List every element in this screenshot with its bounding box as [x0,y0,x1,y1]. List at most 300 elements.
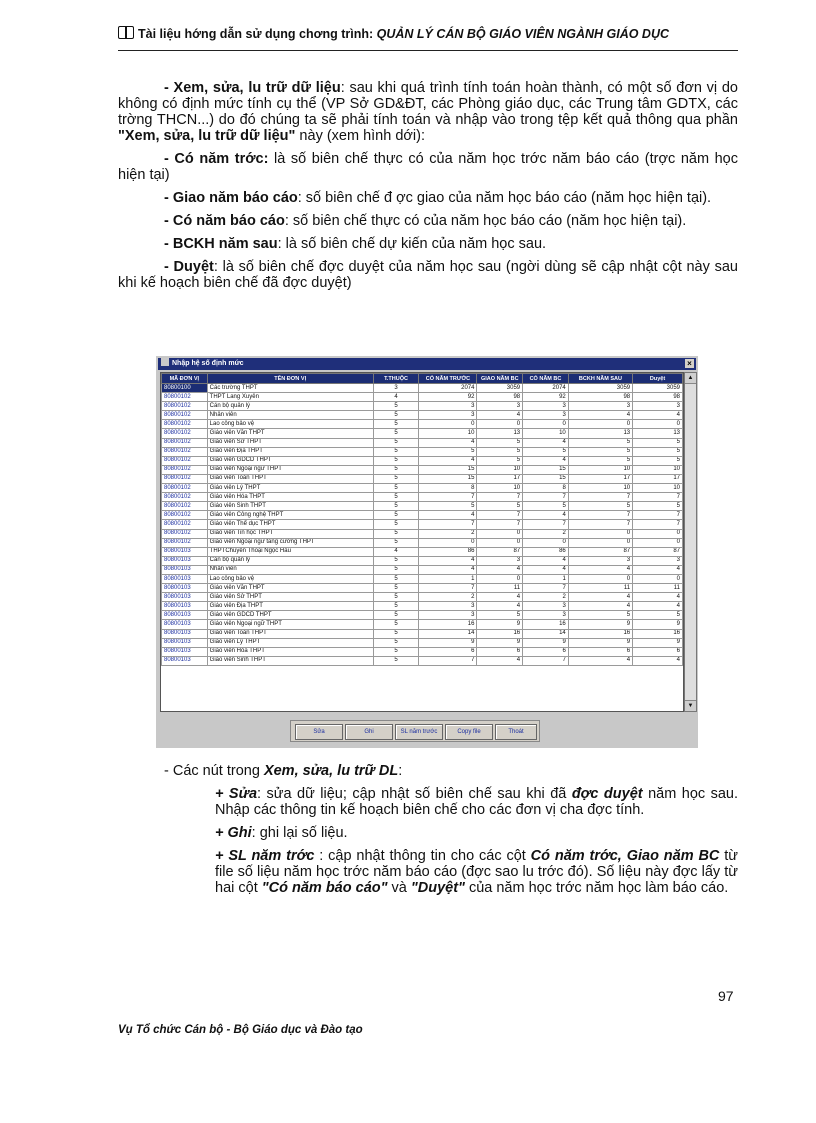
value-cell[interactable]: 1 [419,574,477,583]
value-cell[interactable]: 9 [477,620,523,629]
value-cell[interactable]: 17 [477,474,523,483]
value-cell[interactable]: 7 [568,493,632,502]
unit-name-cell[interactable]: Giáo viên Công nghệ THPT [207,511,373,520]
unit-name-cell[interactable]: Giáo viên Hóa THPT [207,493,373,502]
unit-code-cell[interactable]: 80800103 [162,629,208,638]
value-cell[interactable]: 9 [477,638,523,647]
value-cell[interactable]: 1 [523,574,569,583]
value-cell[interactable]: 5 [373,538,419,547]
value-cell[interactable]: 4 [568,411,632,420]
value-cell[interactable]: 15 [419,474,477,483]
value-cell[interactable]: 4 [523,511,569,520]
value-cell[interactable]: 5 [477,502,523,511]
value-cell[interactable]: 4 [373,547,419,556]
value-cell[interactable]: 9 [419,638,477,647]
value-cell[interactable]: 3 [523,602,569,611]
value-cell[interactable]: 11 [477,584,523,593]
value-cell[interactable]: 4 [523,556,569,565]
value-cell[interactable]: 5 [633,502,683,511]
unit-code-cell[interactable]: 80800103 [162,638,208,647]
value-cell[interactable]: 4 [419,556,477,565]
scroll-down-arrow-icon[interactable]: ▼ [685,700,696,711]
value-cell[interactable]: 3 [419,611,477,620]
value-cell[interactable]: 4 [477,411,523,420]
table-row[interactable] [162,565,683,574]
value-cell[interactable]: 5 [373,529,419,538]
vertical-scrollbar[interactable] [684,372,697,712]
value-cell[interactable]: 3 [633,556,683,565]
value-cell[interactable]: 4 [477,593,523,602]
value-cell[interactable]: 2 [523,529,569,538]
value-cell[interactable]: 3 [568,556,632,565]
unit-code-cell[interactable]: 80800103 [162,656,208,665]
unit-name-cell[interactable]: Giáo viên Địa THPT [207,447,373,456]
value-cell[interactable]: 14 [523,629,569,638]
unit-name-cell[interactable]: Giáo viên Tin học THPT [207,529,373,538]
unit-name-cell[interactable]: Nhân viên [207,411,373,420]
value-cell[interactable]: 3 [633,402,683,411]
value-cell[interactable]: 87 [568,547,632,556]
unit-name-cell[interactable]: Giáo viên Sử THPT [207,438,373,447]
value-cell[interactable]: 0 [633,538,683,547]
unit-code-cell[interactable]: 80800102 [162,429,208,438]
value-cell[interactable]: 4 [633,602,683,611]
value-cell[interactable]: 6 [633,647,683,656]
value-cell[interactable]: 5 [373,402,419,411]
unit-name-cell[interactable]: Giáo viên Văn THPT [207,584,373,593]
value-cell[interactable]: 4 [523,438,569,447]
unit-name-cell[interactable]: Giáo viên Địa THPT [207,602,373,611]
value-cell[interactable]: 0 [477,538,523,547]
table-row[interactable] [162,638,683,647]
unit-code-cell[interactable]: 80800102 [162,484,208,493]
value-cell[interactable]: 6 [523,647,569,656]
table-row[interactable] [162,529,683,538]
value-cell[interactable]: 2074 [419,384,477,393]
unit-name-cell[interactable]: Giáo viên Ngoại ngữ tăng cường THPT [207,538,373,547]
unit-name-cell[interactable]: Giáo viên Toán THPT [207,629,373,638]
value-cell[interactable]: 9 [568,620,632,629]
unit-name-cell[interactable]: Giáo viên Lý THPT [207,484,373,493]
value-cell[interactable]: 13 [477,429,523,438]
value-cell[interactable]: 5 [373,511,419,520]
value-cell[interactable]: 5 [568,438,632,447]
value-cell[interactable]: 16 [419,620,477,629]
unit-name-cell[interactable]: Giáo viên GDCD THPT [207,456,373,465]
value-cell[interactable]: 5 [373,447,419,456]
unit-code-cell[interactable]: 80800103 [162,565,208,574]
table-row[interactable] [162,402,683,411]
value-cell[interactable]: 13 [568,429,632,438]
value-cell[interactable]: 5 [477,447,523,456]
unit-name-cell[interactable]: Giáo viên Sinh THPT [207,502,373,511]
value-cell[interactable]: 0 [477,574,523,583]
unit-code-cell[interactable]: 80800102 [162,520,208,529]
value-cell[interactable]: 3 [419,411,477,420]
unit-code-cell[interactable]: 80800100 [162,384,208,393]
value-cell[interactable]: 0 [633,420,683,429]
unit-code-cell[interactable]: 80800102 [162,493,208,502]
field-text: : số biên chế đ ợc giao của năm học báo cáo (năm học hiện tại). [297,190,712,206]
table-row[interactable] [162,429,683,438]
value-cell[interactable]: 5 [633,438,683,447]
value-cell[interactable]: 5 [419,447,477,456]
sl-nam-truoc-desc [215,848,738,896]
table-row[interactable] [162,538,683,547]
value-cell[interactable]: 11 [568,584,632,593]
value-cell[interactable]: 4 [477,602,523,611]
value-cell[interactable]: 15 [419,465,477,474]
table-row[interactable] [162,411,683,420]
ghi-button[interactable]: Ghi [345,724,393,740]
value-cell[interactable]: 16 [633,629,683,638]
value-cell[interactable]: 3059 [568,384,632,393]
table-row[interactable] [162,611,683,620]
unit-code-cell[interactable]: 80800102 [162,502,208,511]
value-cell[interactable]: 5 [568,456,632,465]
value-cell[interactable]: 2 [419,529,477,538]
value-cell[interactable]: 3 [523,402,569,411]
value-cell[interactable]: 7 [419,493,477,502]
table-row[interactable] [162,420,683,429]
value-cell[interactable]: 0 [477,420,523,429]
value-cell[interactable]: 4 [477,565,523,574]
unit-code-cell[interactable]: 80800103 [162,574,208,583]
value-cell[interactable]: 5 [373,484,419,493]
value-cell[interactable]: 0 [633,529,683,538]
value-cell[interactable]: 5 [373,602,419,611]
value-cell[interactable]: 5 [373,429,419,438]
value-cell[interactable]: 5 [633,447,683,456]
value-cell[interactable]: 5 [373,420,419,429]
sl-nam-truoc-button[interactable]: SL năm trước [395,724,443,740]
close-button[interactable]: × [685,359,694,368]
value-cell[interactable]: 7 [633,511,683,520]
value-cell[interactable]: 5 [373,647,419,656]
value-cell[interactable]: 2 [419,593,477,602]
value-cell[interactable]: 11 [633,584,683,593]
value-cell[interactable]: 5 [568,611,632,620]
value-cell[interactable]: 4 [633,411,683,420]
value-cell[interactable]: 4 [419,511,477,520]
table-row[interactable] [162,393,683,402]
value-cell[interactable]: 5 [373,638,419,647]
unit-name-cell[interactable]: Cán bộ quản lý [207,402,373,411]
value-cell[interactable]: 9 [568,638,632,647]
item-label: + SL năm trớc [215,848,315,864]
sua-button[interactable]: Sửa [295,724,343,740]
table-row[interactable] [162,456,683,465]
unit-code-cell[interactable]: 80800102 [162,511,208,520]
value-cell[interactable]: 5 [419,502,477,511]
unit-name-cell[interactable]: THPT Lang Xuyên [207,393,373,402]
table-row[interactable] [162,602,683,611]
value-cell[interactable]: 0 [568,574,632,583]
value-cell[interactable]: 14 [419,629,477,638]
value-cell[interactable]: 0 [568,538,632,547]
value-cell[interactable]: 2074 [523,384,569,393]
value-cell[interactable]: 7 [523,493,569,502]
value-cell[interactable]: 5 [373,474,419,483]
copy-file-button[interactable]: Copy file [445,724,493,740]
value-cell[interactable]: 7 [523,584,569,593]
value-cell[interactable]: 5 [373,584,419,593]
value-cell[interactable]: 3 [419,602,477,611]
value-cell[interactable]: 5 [373,438,419,447]
value-cell[interactable]: 6 [568,647,632,656]
unit-name-cell[interactable]: Nhân viên [207,565,373,574]
table-row[interactable] [162,520,683,529]
value-cell[interactable]: 17 [633,474,683,483]
value-cell[interactable]: 9 [633,620,683,629]
value-cell[interactable]: 16 [477,629,523,638]
value-cell[interactable]: 87 [633,547,683,556]
table-row[interactable] [162,384,683,393]
unit-code-cell[interactable]: 80800102 [162,529,208,538]
unit-code-cell[interactable]: 80800103 [162,556,208,565]
value-cell[interactable]: 5 [373,565,419,574]
item-and: và [387,880,411,896]
unit-name-cell[interactable]: Các trường THPT [207,384,373,393]
table-row[interactable] [162,493,683,502]
value-cell[interactable]: 5 [568,447,632,456]
value-cell[interactable]: 5 [477,456,523,465]
unit-name-cell[interactable]: Lao công bảo vệ [207,420,373,429]
value-cell[interactable]: 5 [373,611,419,620]
value-cell[interactable]: 3059 [477,384,523,393]
unit-code-cell[interactable]: 80800102 [162,438,208,447]
value-cell[interactable]: 4 [568,593,632,602]
value-cell[interactable]: 5 [523,502,569,511]
table-row[interactable] [162,484,683,493]
unit-name-cell[interactable]: Cán bộ quản lý [207,556,373,565]
unit-name-cell[interactable]: Giáo viên Ngoại ngữ THPT [207,465,373,474]
unit-code-cell[interactable]: 80800102 [162,474,208,483]
value-cell[interactable]: 5 [373,656,419,665]
unit-name-cell[interactable]: Giáo viên Sinh THPT [207,656,373,665]
table-row[interactable] [162,629,683,638]
value-cell[interactable]: 86 [419,547,477,556]
value-cell[interactable]: 10 [633,465,683,474]
table-row[interactable] [162,447,683,456]
value-cell[interactable]: 7 [523,656,569,665]
value-cell[interactable]: 6 [477,647,523,656]
column-header: T.THUỘC [373,374,419,384]
buttons-lead [164,763,738,779]
value-cell[interactable]: 13 [633,429,683,438]
value-cell[interactable]: 3 [523,411,569,420]
value-cell[interactable]: 7 [568,520,632,529]
unit-name-cell[interactable]: Giáo viên Lý THPT [207,638,373,647]
table-row[interactable] [162,656,683,665]
value-cell[interactable]: 7 [419,584,477,593]
value-cell[interactable]: 16 [568,629,632,638]
unit-code-cell[interactable]: 80800102 [162,393,208,402]
value-cell[interactable]: 10 [477,465,523,474]
unit-code-cell[interactable]: 80800102 [162,538,208,547]
item-end: của năm học trớc năm học làm báo cáo. [464,880,729,896]
value-cell[interactable]: 87 [477,547,523,556]
value-cell[interactable]: 16 [523,620,569,629]
value-cell[interactable]: 0 [419,538,477,547]
value-cell[interactable]: 2 [523,593,569,602]
table-row[interactable] [162,511,683,520]
value-cell[interactable]: 3 [477,556,523,565]
unit-code-cell[interactable]: 80800103 [162,547,208,556]
thoat-button[interactable]: Thoát [495,724,537,740]
unit-name-cell[interactable]: Giáo viên Thể dục THPT [207,520,373,529]
value-cell[interactable]: 4 [419,565,477,574]
value-cell[interactable]: 5 [633,611,683,620]
unit-name-cell[interactable]: THPTChuyên Thoại Ngọc Hầu [207,547,373,556]
value-cell[interactable]: 3 [419,402,477,411]
scroll-up-arrow-icon[interactable]: ▲ [685,373,696,384]
value-cell[interactable]: 5 [523,447,569,456]
value-cell[interactable]: 0 [568,420,632,429]
value-cell[interactable]: 10 [523,429,569,438]
unit-code-cell[interactable]: 80800103 [162,593,208,602]
value-cell[interactable]: 92 [523,393,569,402]
value-cell[interactable]: 4 [633,565,683,574]
value-cell[interactable]: 3059 [633,384,683,393]
value-cell[interactable]: 10 [419,429,477,438]
value-cell[interactable]: 5 [373,620,419,629]
value-cell[interactable]: 3 [523,611,569,620]
unit-name-cell[interactable]: Lao công bảo vệ [207,574,373,583]
value-cell[interactable]: 86 [523,547,569,556]
value-cell[interactable]: 7 [477,511,523,520]
value-cell[interactable]: 5 [373,502,419,511]
value-cell[interactable]: 0 [523,538,569,547]
value-cell[interactable]: 4 [568,602,632,611]
value-cell[interactable]: 98 [633,393,683,402]
value-cell[interactable]: 4 [419,438,477,447]
value-cell[interactable]: 5 [477,611,523,620]
table-row[interactable] [162,465,683,474]
value-cell[interactable]: 3 [477,402,523,411]
value-cell[interactable]: 4 [419,456,477,465]
value-cell[interactable]: 7 [523,520,569,529]
value-cell[interactable]: 8 [523,484,569,493]
value-cell[interactable]: 4 [523,456,569,465]
unit-name-cell[interactable]: Giáo viên Hóa THPT [207,647,373,656]
value-cell[interactable]: 0 [523,420,569,429]
value-cell[interactable]: 0 [419,420,477,429]
value-cell[interactable]: 5 [373,593,419,602]
unit-name-cell[interactable]: Giáo viên Toán THPT [207,474,373,483]
field-label: - Có năm trớc: [164,151,269,167]
unit-code-cell[interactable]: 80800102 [162,402,208,411]
table-row[interactable] [162,593,683,602]
unit-code-cell[interactable]: 80800103 [162,647,208,656]
value-cell[interactable]: 9 [633,638,683,647]
value-cell[interactable]: 9 [523,638,569,647]
value-cell[interactable]: 3 [373,384,419,393]
value-cell[interactable]: 5 [373,465,419,474]
table-row[interactable] [162,547,683,556]
value-cell[interactable]: 0 [568,529,632,538]
value-cell[interactable]: 0 [477,529,523,538]
table-row[interactable] [162,474,683,483]
value-cell[interactable]: 10 [568,484,632,493]
unit-code-cell[interactable]: 80800103 [162,602,208,611]
value-cell[interactable]: 3 [568,402,632,411]
table-row[interactable] [162,438,683,447]
value-cell[interactable]: 92 [419,393,477,402]
unit-code-cell[interactable]: 80800102 [162,411,208,420]
value-cell[interactable]: 5 [373,629,419,638]
value-cell[interactable]: 5 [373,493,419,502]
value-cell[interactable]: 7 [419,520,477,529]
table-row[interactable] [162,620,683,629]
item-text: : ghi lại số liệu. [251,825,348,841]
item-tail: từ file số liệu năm học trớc năm báo cáo (đợc sao lu trớc đó). Số liệu này đợc lấy từ hai cột [215,848,739,896]
value-cell[interactable]: 15 [523,474,569,483]
value-cell[interactable]: 8 [419,484,477,493]
value-cell[interactable]: 4 [477,656,523,665]
value-cell[interactable]: 98 [568,393,632,402]
value-cell[interactable]: 4 [523,565,569,574]
unit-name-cell[interactable]: Giáo viên Sử THPT [207,593,373,602]
value-cell[interactable]: 5 [373,456,419,465]
value-cell[interactable]: 5 [373,411,419,420]
table-row[interactable] [162,502,683,511]
value-cell[interactable]: 5 [373,556,419,565]
value-cell[interactable]: 6 [419,647,477,656]
value-cell[interactable]: 0 [633,574,683,583]
value-cell[interactable]: 5 [373,574,419,583]
value-cell[interactable]: 98 [477,393,523,402]
value-cell[interactable]: 4 [568,565,632,574]
unit-code-cell[interactable]: 80800102 [162,447,208,456]
value-cell[interactable]: 7 [633,520,683,529]
table-row[interactable] [162,574,683,583]
value-cell[interactable]: 4 [633,593,683,602]
data-grid [160,372,684,712]
unit-name-cell[interactable]: Giáo viên Ngoại ngữ THPT [207,620,373,629]
unit-code-cell[interactable]: 80800102 [162,456,208,465]
value-cell[interactable]: 15 [523,465,569,474]
unit-name-cell[interactable]: Giáo viên Văn THPT [207,429,373,438]
value-cell[interactable]: 5 [477,438,523,447]
value-cell[interactable]: 10 [568,465,632,474]
value-cell[interactable]: 5 [373,520,419,529]
value-cell[interactable]: 4 [373,393,419,402]
value-cell[interactable]: 4 [633,656,683,665]
value-cell[interactable]: 17 [568,474,632,483]
unit-code-cell[interactable]: 80800103 [162,584,208,593]
value-cell[interactable]: 10 [633,484,683,493]
value-cell[interactable]: 5 [633,456,683,465]
table-row[interactable] [162,647,683,656]
unit-name-cell[interactable]: Giáo viên GDCD THPT [207,611,373,620]
value-cell[interactable]: 4 [568,656,632,665]
button-bar [290,720,540,742]
value-cell[interactable]: 10 [477,484,523,493]
value-cell[interactable]: 7 [419,656,477,665]
value-cell[interactable]: 7 [568,511,632,520]
value-cell[interactable]: 7 [477,520,523,529]
unit-code-cell[interactable]: 80800102 [162,420,208,429]
unit-code-cell[interactable]: 80800103 [162,620,208,629]
unit-code-cell[interactable]: 80800102 [162,465,208,474]
table-row[interactable] [162,584,683,593]
value-cell[interactable]: 5 [568,502,632,511]
value-cell[interactable]: 7 [633,493,683,502]
table-row[interactable] [162,556,683,565]
value-cell[interactable]: 7 [477,493,523,502]
unit-code-cell[interactable]: 80800103 [162,611,208,620]
